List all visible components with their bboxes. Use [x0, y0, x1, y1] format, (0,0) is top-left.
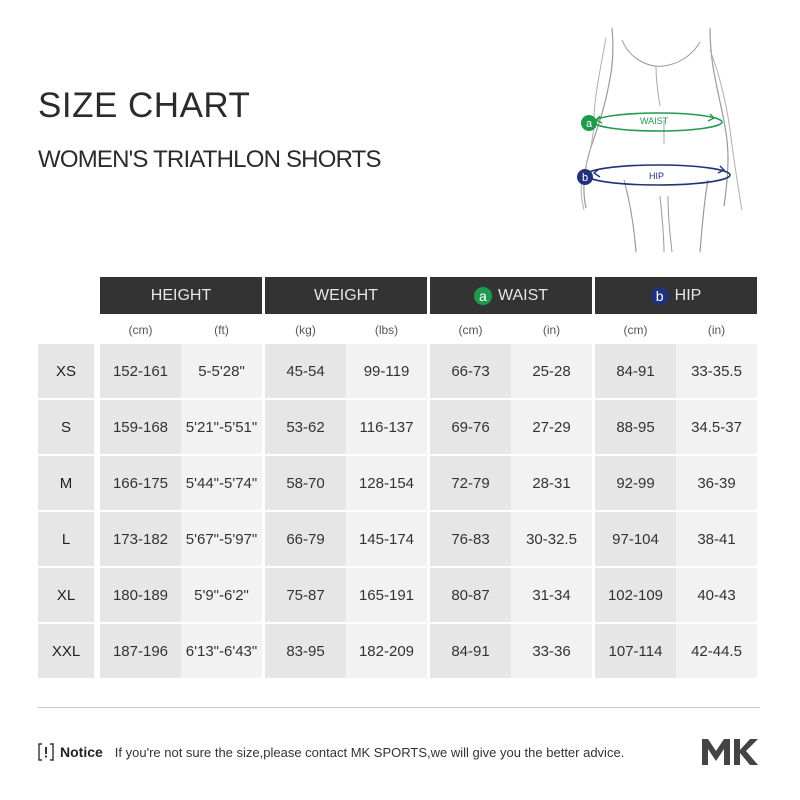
size-cell: 25-28 — [511, 344, 592, 398]
size-cell: 88-95 — [595, 400, 676, 454]
divider — [38, 707, 760, 708]
column-group-label: HEIGHT — [150, 286, 212, 304]
size-cell: 92-99 — [595, 456, 676, 510]
unit-label: (ft) — [181, 317, 262, 342]
mk-logo — [700, 735, 760, 767]
size-cell: 5'21"-5'51" — [181, 400, 262, 454]
unit-label: (cm) — [595, 317, 676, 342]
size-cell: 180-189 — [100, 568, 181, 622]
size-cell: 5-5'28" — [181, 344, 262, 398]
size-cell: 5'9"-6'2" — [181, 568, 262, 622]
size-cell: 53-62 — [265, 400, 346, 454]
size-cell: 75-87 — [265, 568, 346, 622]
size-cell: 152-161 — [100, 344, 181, 398]
column-group-header — [595, 277, 757, 314]
body-measurement-figure — [560, 20, 760, 260]
size-cell: 145-174 — [346, 512, 427, 566]
size-label: S — [38, 400, 94, 454]
size-cell: 5'67"-5'97" — [181, 512, 262, 566]
size-cell: 116-137 — [346, 400, 427, 454]
notice-label: Notice — [60, 744, 103, 760]
unit-label: (in) — [511, 317, 592, 342]
size-label: M — [38, 456, 94, 510]
size-cell: 38-41 — [676, 512, 757, 566]
size-cell: 72-79 — [430, 456, 511, 510]
size-cell: 187-196 — [100, 624, 181, 678]
size-cell: 58-70 — [265, 456, 346, 510]
column-group-label: WEIGHT — [314, 286, 378, 304]
size-cell: 83-95 — [265, 624, 346, 678]
size-cell: 36-39 — [676, 456, 757, 510]
size-cell: 42-44.5 — [676, 624, 757, 678]
size-label: XS — [38, 344, 94, 398]
notice-text: If you're not sure the size,please contact MK SPORTS,we will give you the better advice. — [114, 744, 625, 760]
measure-badge: b — [651, 287, 669, 305]
size-label: XXL — [38, 624, 94, 678]
column-group-header — [100, 277, 262, 314]
page-subtitle: WOMEN'S TRIATHLON SHORTS — [38, 146, 381, 173]
size-label: XL — [38, 568, 94, 622]
size-cell: 33-35.5 — [676, 344, 757, 398]
size-cell: 165-191 — [346, 568, 427, 622]
waist-badge: a — [585, 118, 593, 130]
size-cell: 80-87 — [430, 568, 511, 622]
size-cell: 99-119 — [346, 344, 427, 398]
size-cell: 66-73 — [430, 344, 511, 398]
size-cell: 69-76 — [430, 400, 511, 454]
size-cell: 5'44"-5'74" — [181, 456, 262, 510]
column-group-label: WAIST — [497, 286, 549, 304]
size-cell: 33-36 — [511, 624, 592, 678]
page-title: SIZE CHART — [38, 86, 251, 125]
size-cell: 107-114 — [595, 624, 676, 678]
notice — [38, 741, 624, 763]
size-cell: 34.5-37 — [676, 400, 757, 454]
unit-label: (cm) — [100, 317, 181, 342]
size-cell: 182-209 — [346, 624, 427, 678]
unit-label: (lbs) — [346, 317, 427, 342]
size-cell: 128-154 — [346, 456, 427, 510]
size-cell: 6'13"-6'43" — [181, 624, 262, 678]
column-group-label: HIP — [674, 286, 702, 304]
size-cell: 97-104 — [595, 512, 676, 566]
size-cell: 40-43 — [676, 568, 757, 622]
size-cell: 76-83 — [430, 512, 511, 566]
size-cell: 102-109 — [595, 568, 676, 622]
unit-label: (kg) — [265, 317, 346, 342]
size-cell: 31-34 — [511, 568, 592, 622]
size-cell: 66-79 — [265, 512, 346, 566]
size-cell: 84-91 — [430, 624, 511, 678]
waist-label: WAIST — [640, 116, 669, 126]
unit-label: (in) — [676, 317, 757, 342]
warning-icon — [38, 743, 54, 761]
column-group-header — [265, 277, 427, 314]
size-cell: 28-31 — [511, 456, 592, 510]
hip-label: HIP — [649, 171, 665, 181]
size-label: L — [38, 512, 94, 566]
hip-badge: b — [581, 172, 589, 184]
size-cell: 166-175 — [100, 456, 181, 510]
column-group-header — [430, 277, 592, 314]
size-cell: 84-91 — [595, 344, 676, 398]
size-cell: 30-32.5 — [511, 512, 592, 566]
size-cell: 173-182 — [100, 512, 181, 566]
size-cell: 27-29 — [511, 400, 592, 454]
size-cell: 45-54 — [265, 344, 346, 398]
measure-badge: a — [474, 287, 492, 305]
unit-label: (cm) — [430, 317, 511, 342]
size-cell: 159-168 — [100, 400, 181, 454]
